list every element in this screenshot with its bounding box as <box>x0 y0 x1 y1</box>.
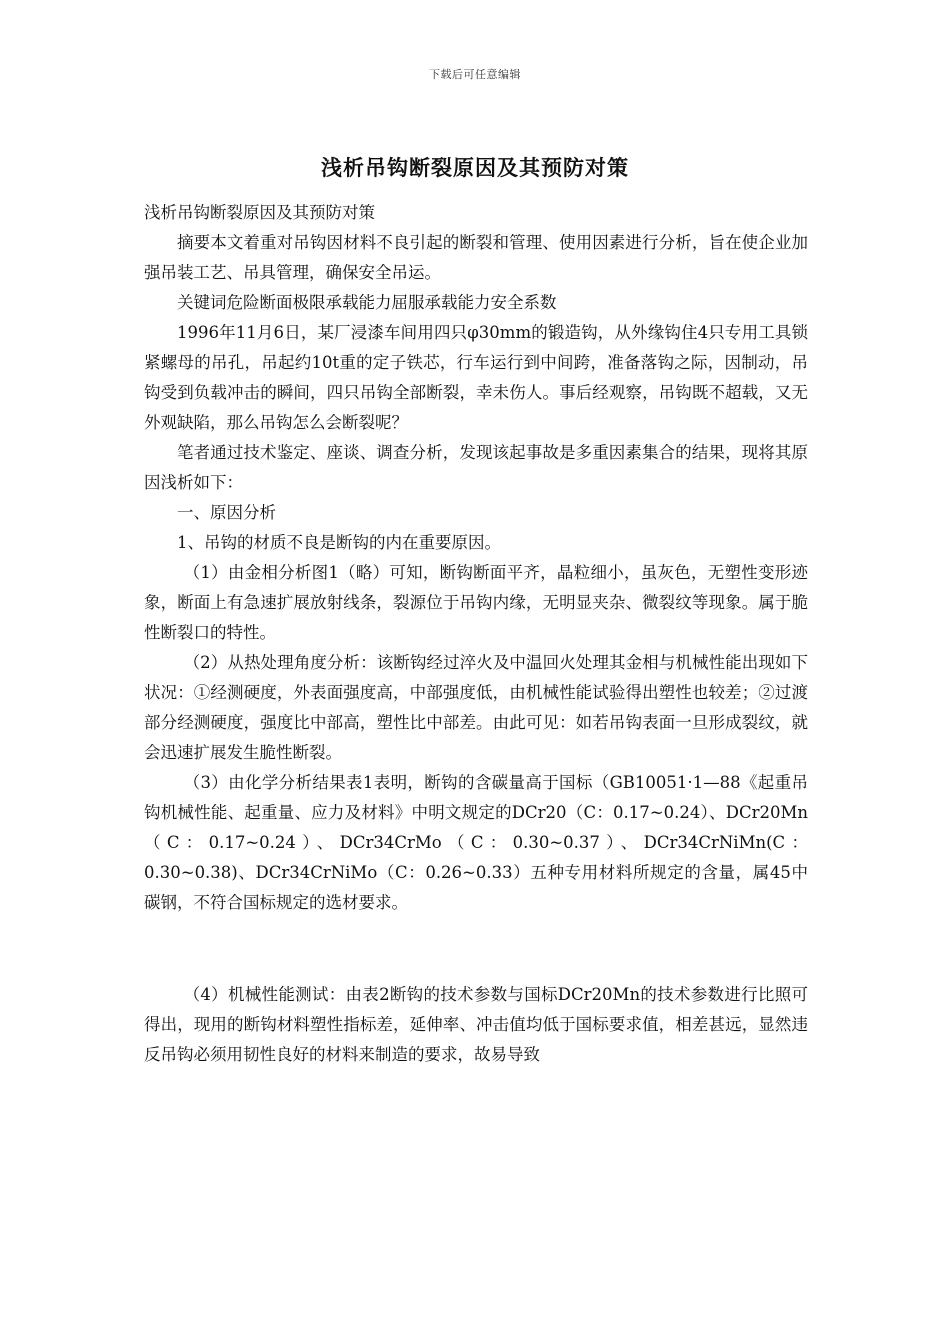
paragraph-spacer <box>144 918 808 980</box>
section-heading-cause-analysis: 一、原因分析 <box>177 503 276 522</box>
paragraph-abstract: 摘要本文着重对吊钩因材料不良引起的断裂和管理、使用因素进行分析，旨在使企业加强吊装工艺、吊具管理，确保安全吊运。 <box>144 233 808 282</box>
paragraph-material-cause: 1、吊钩的材质不良是断钩的内在重要原因。 <box>177 533 501 552</box>
paragraph-mechanical-test: （4）机械性能测试：由表2断钩的技术参数与国标DCr20Mn的技术参数进行比照可得出，现用的断钩材料塑性指标差，延伸率、冲击值均低于国标要求值，相差甚远，显然违反吊钩必须用韧性良好的材料来制造的要求，故易导致 <box>144 985 808 1064</box>
paragraph-keywords: 关键词危险断面极限承载能力屈服承载能力安全系数 <box>177 293 557 312</box>
paragraph-incident: 1996年11月6日，某厂浸漆车间用四只φ30mm的锻造钩，从外缘钩住4只专用工具锁紧螺母的吊孔，吊起约10t重的定子铁芯，行车运行到中间跨，准备落钩之际，因制动，吊钩受到负载冲击的瞬间，四只吊钩全部断裂，幸未伤人。事后经观察，吊钩既不超载，又无外观缺陷，那么吊钩怎么会断裂呢？ <box>144 323 808 432</box>
paragraph-heat-treatment: （2）从热处理角度分析：该断钩经过淬火及中温回火处理其金相与机械性能出现如下状况：①经测硬度，外表面强度高，中部强度低，由机械性能试验得出塑性也较差；②过渡部分经测硬度，强度比中部高，塑性比中部差。由此可见：如若吊钩表面一旦形成裂纹，就会迅速扩展发生脆性断裂。 <box>144 653 808 762</box>
paragraph-metallography: （1）由金相分析图1（略）可知，断钩断面平齐，晶粒细小，虽灰色，无塑性变形迹象，断面上有急速扩展放射线条，裂源位于吊钩内缘，无明显夹杂、微裂纹等现象。属于脆性断裂口的特性。 <box>144 563 808 642</box>
paragraph-investigation: 笔者通过技术鉴定、座谈、调查分析，发现该起事故是多重因素集合的结果，现将其原因浅析如下： <box>144 443 808 492</box>
document-title: 浅析吊钩断裂原因及其预防对策 <box>321 155 629 180</box>
paragraph-chemical-analysis: （3）由化学分析结果表1表明，断钩的含碳量高于国标（GB10051·1—88《起重吊钩机械性能、起重量、应力及材料》中明文规定的DCr20（C：0.17~0.24）、DCr20Mn（C：0.17~0.24）、DCr34CrMo（C：0.30~0.37）、DCr34CrNiMn(C：0.30~0.38)、DCr34CrNiMo（C：0.26~0.33）五种专用材料所规定的含量，属45中碳钢，不符合国标规定的选材要求。 <box>144 773 808 912</box>
paragraph-subtitle: 浅析吊钩断裂原因及其预防对策 <box>144 203 375 222</box>
header-note: 下载后可任意编辑 <box>429 68 521 81</box>
document-body <box>144 198 808 1070</box>
